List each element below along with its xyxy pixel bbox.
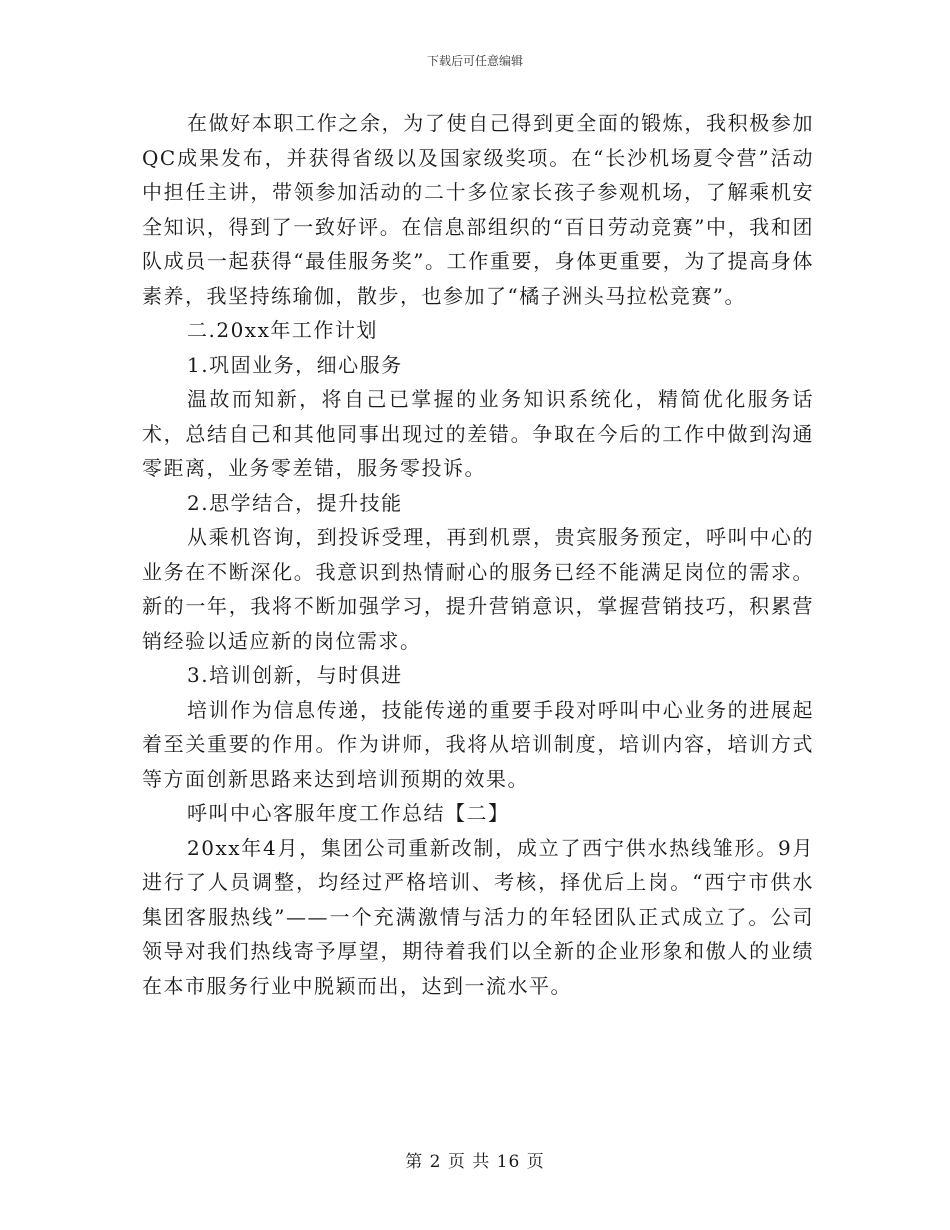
subheading-consolidate-business: 1.巩固业务，细心服务 xyxy=(187,352,403,377)
page-header: 下载后可任意编辑 xyxy=(426,54,523,68)
document-body xyxy=(142,106,814,1003)
subheading-improve-skills: 2.思学结合，提升技能 xyxy=(187,490,403,515)
paragraph-extracurricular: 在做好本职工作之余，为了使自己得到更全面的锻炼，我积极参加QC成果发布，并获得省级以及国家级奖项。在“长沙机场夏令营”活动中担任主讲，带领参加活动的二十多位家长孩子参观机场，了解乘机安全知识，得到了一致好评。在信息部组织的“百日劳动竞赛”中，我和团队成员一起获得“最佳服务奖”。工作重要，身体更重要，为了提高身体素养，我坚持练瑜伽，散步，也参加了“橘子洲头马拉松竞赛”。 xyxy=(142,111,814,308)
paragraph-improve-skills: 从乘机咨询，到投诉受理，再到机票，贵宾服务预定，呼叫中心的业务在不断深化。我意识到热情耐心的服务已经不能满足岗位的需求。新的一年，我将不断加强学习，提升营销意识，掌握营销技巧，积累营销经验以适应新的岗位需求。 xyxy=(142,525,814,653)
section-heading-summary-two: 呼叫中心客服年度工作总结【二】 xyxy=(187,801,510,825)
paragraph-consolidate-business: 温故而知新，将自己已掌握的业务知识系统化，精简优化服务话术，总结自己和其他同事出现过的差错。争取在今后的工作中做到沟通零距离，业务零差错，服务零投诉。 xyxy=(142,387,814,480)
section-heading-work-plan: 二.20xx年工作计划 xyxy=(187,318,378,342)
paragraph-hotline-founding: 20xx年4月，集团公司重新改制，成立了西宁供水热线雏形。9月进行了人员调整，均经过严格培训、考核，择优后上岗。“西宁市供水集团客服热线”——一个充满激情与活力的年轻团队正式成立了。公司领导对我们热线寄予厚望，期待着我们以全新的企业形象和傲人的业绩在本市服务行业中脱颖而出，达到一流水平。 xyxy=(142,835,814,998)
paragraph-training-innovation: 培训作为信息传递，技能传递的重要手段对呼叫中心业务的进展起着至关重要的作用。作为讲师，我将从培训制度，培训内容，培训方式等方面创新思路来达到培训预期的效果。 xyxy=(142,697,814,791)
page-number: 第 2 页 共 16 页 xyxy=(405,1152,545,1172)
subheading-training-innovation: 3.培训创新，与时俱进 xyxy=(187,663,403,687)
